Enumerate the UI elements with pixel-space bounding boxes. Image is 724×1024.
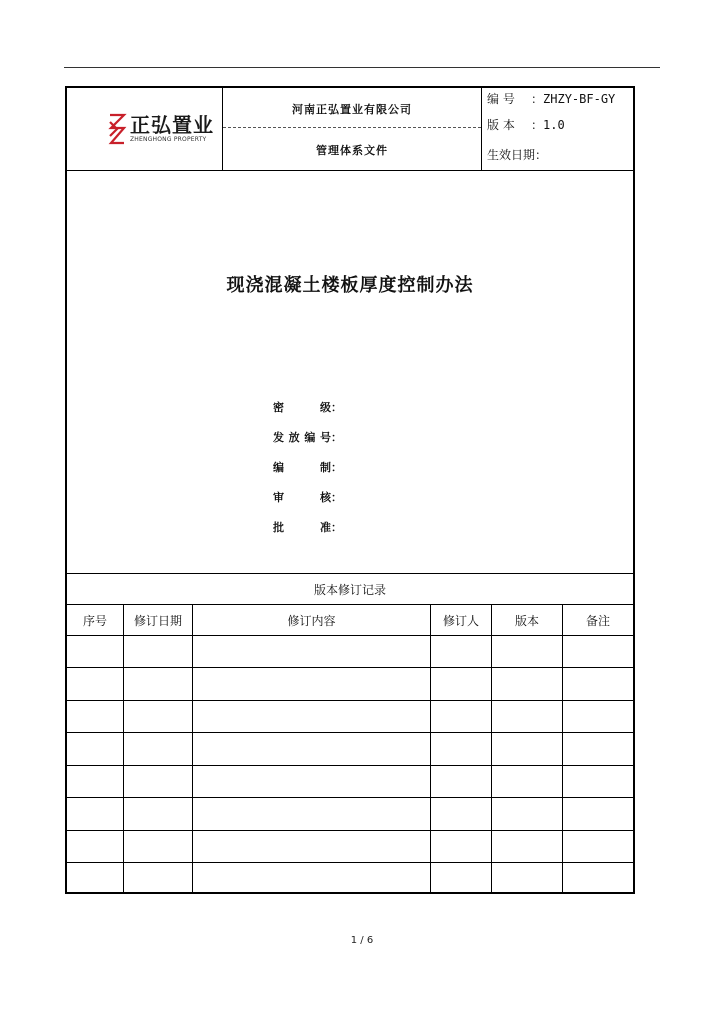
table-row [67, 667, 633, 668]
col-header-index: 序号 [82, 613, 107, 628]
field-issue-number-label: 发放编号 [273, 431, 331, 444]
col-header-remarks: 备注 [585, 613, 610, 628]
header-bottom-line [67, 170, 633, 171]
meta-effective-date: 生效日期： [487, 148, 548, 162]
field-approved-by-label: 批准 [273, 521, 331, 534]
table-row [67, 797, 633, 798]
meta-version: 版 本 ：1.0 [487, 118, 565, 132]
logo-mark-icon [107, 112, 127, 146]
page-indicator: 1 / 6 [350, 935, 374, 946]
logo-name-cn: 正弘置业 [130, 113, 214, 137]
field-compiled-by-label: 编制 [273, 461, 331, 474]
table-row [67, 732, 633, 733]
table-row [67, 635, 633, 636]
field-issue-number: 发放编号： [273, 431, 342, 444]
col-divider [562, 604, 563, 894]
col-divider [491, 604, 492, 894]
header-dashed-line [223, 127, 481, 128]
field-reviewed-by: 审核： [273, 491, 342, 504]
meta-version-label: 版 本 [487, 118, 515, 132]
header-rule [64, 67, 660, 68]
company-logo [107, 112, 214, 146]
col-divider [192, 604, 193, 894]
meta-version-value: 1.0 [543, 118, 565, 132]
document-frame [65, 86, 635, 894]
document-type: 管理体系文件 [316, 144, 388, 157]
meta-code-value: ZHZY-BF-GY [543, 92, 616, 106]
logo-name-en: ZHENGHONG PROPERTY [130, 136, 207, 143]
header-divider-right [481, 88, 482, 170]
field-secrecy-label: 密级 [273, 401, 331, 414]
revision-title: 版本修订记录 [313, 582, 386, 597]
field-reviewed-by-label: 审核 [273, 491, 331, 504]
meta-date-label: 生效日期 [487, 148, 536, 162]
table-row [67, 862, 633, 863]
document-title: 现浇混凝土楼板厚度控制办法 [226, 275, 474, 296]
col-header-reviser: 修订人 [442, 613, 479, 628]
col-header-content: 修订内容 [287, 613, 336, 628]
col-header-version: 版本 [514, 613, 539, 628]
field-compiled-by: 编制： [273, 461, 342, 474]
col-divider [123, 604, 124, 894]
table-row [67, 700, 633, 701]
table-row [67, 830, 633, 831]
field-approved-by: 批准： [273, 521, 342, 534]
col-divider [430, 604, 431, 894]
meta-code: 编 号 ：ZHZY-BF-GY [487, 92, 616, 106]
table-row [67, 765, 633, 766]
meta-code-label: 编 号 [487, 92, 515, 106]
company-name: 河南正弘置业有限公司 [292, 103, 412, 116]
col-header-date: 修订日期 [133, 613, 182, 628]
field-secrecy: 密级： [273, 401, 342, 414]
